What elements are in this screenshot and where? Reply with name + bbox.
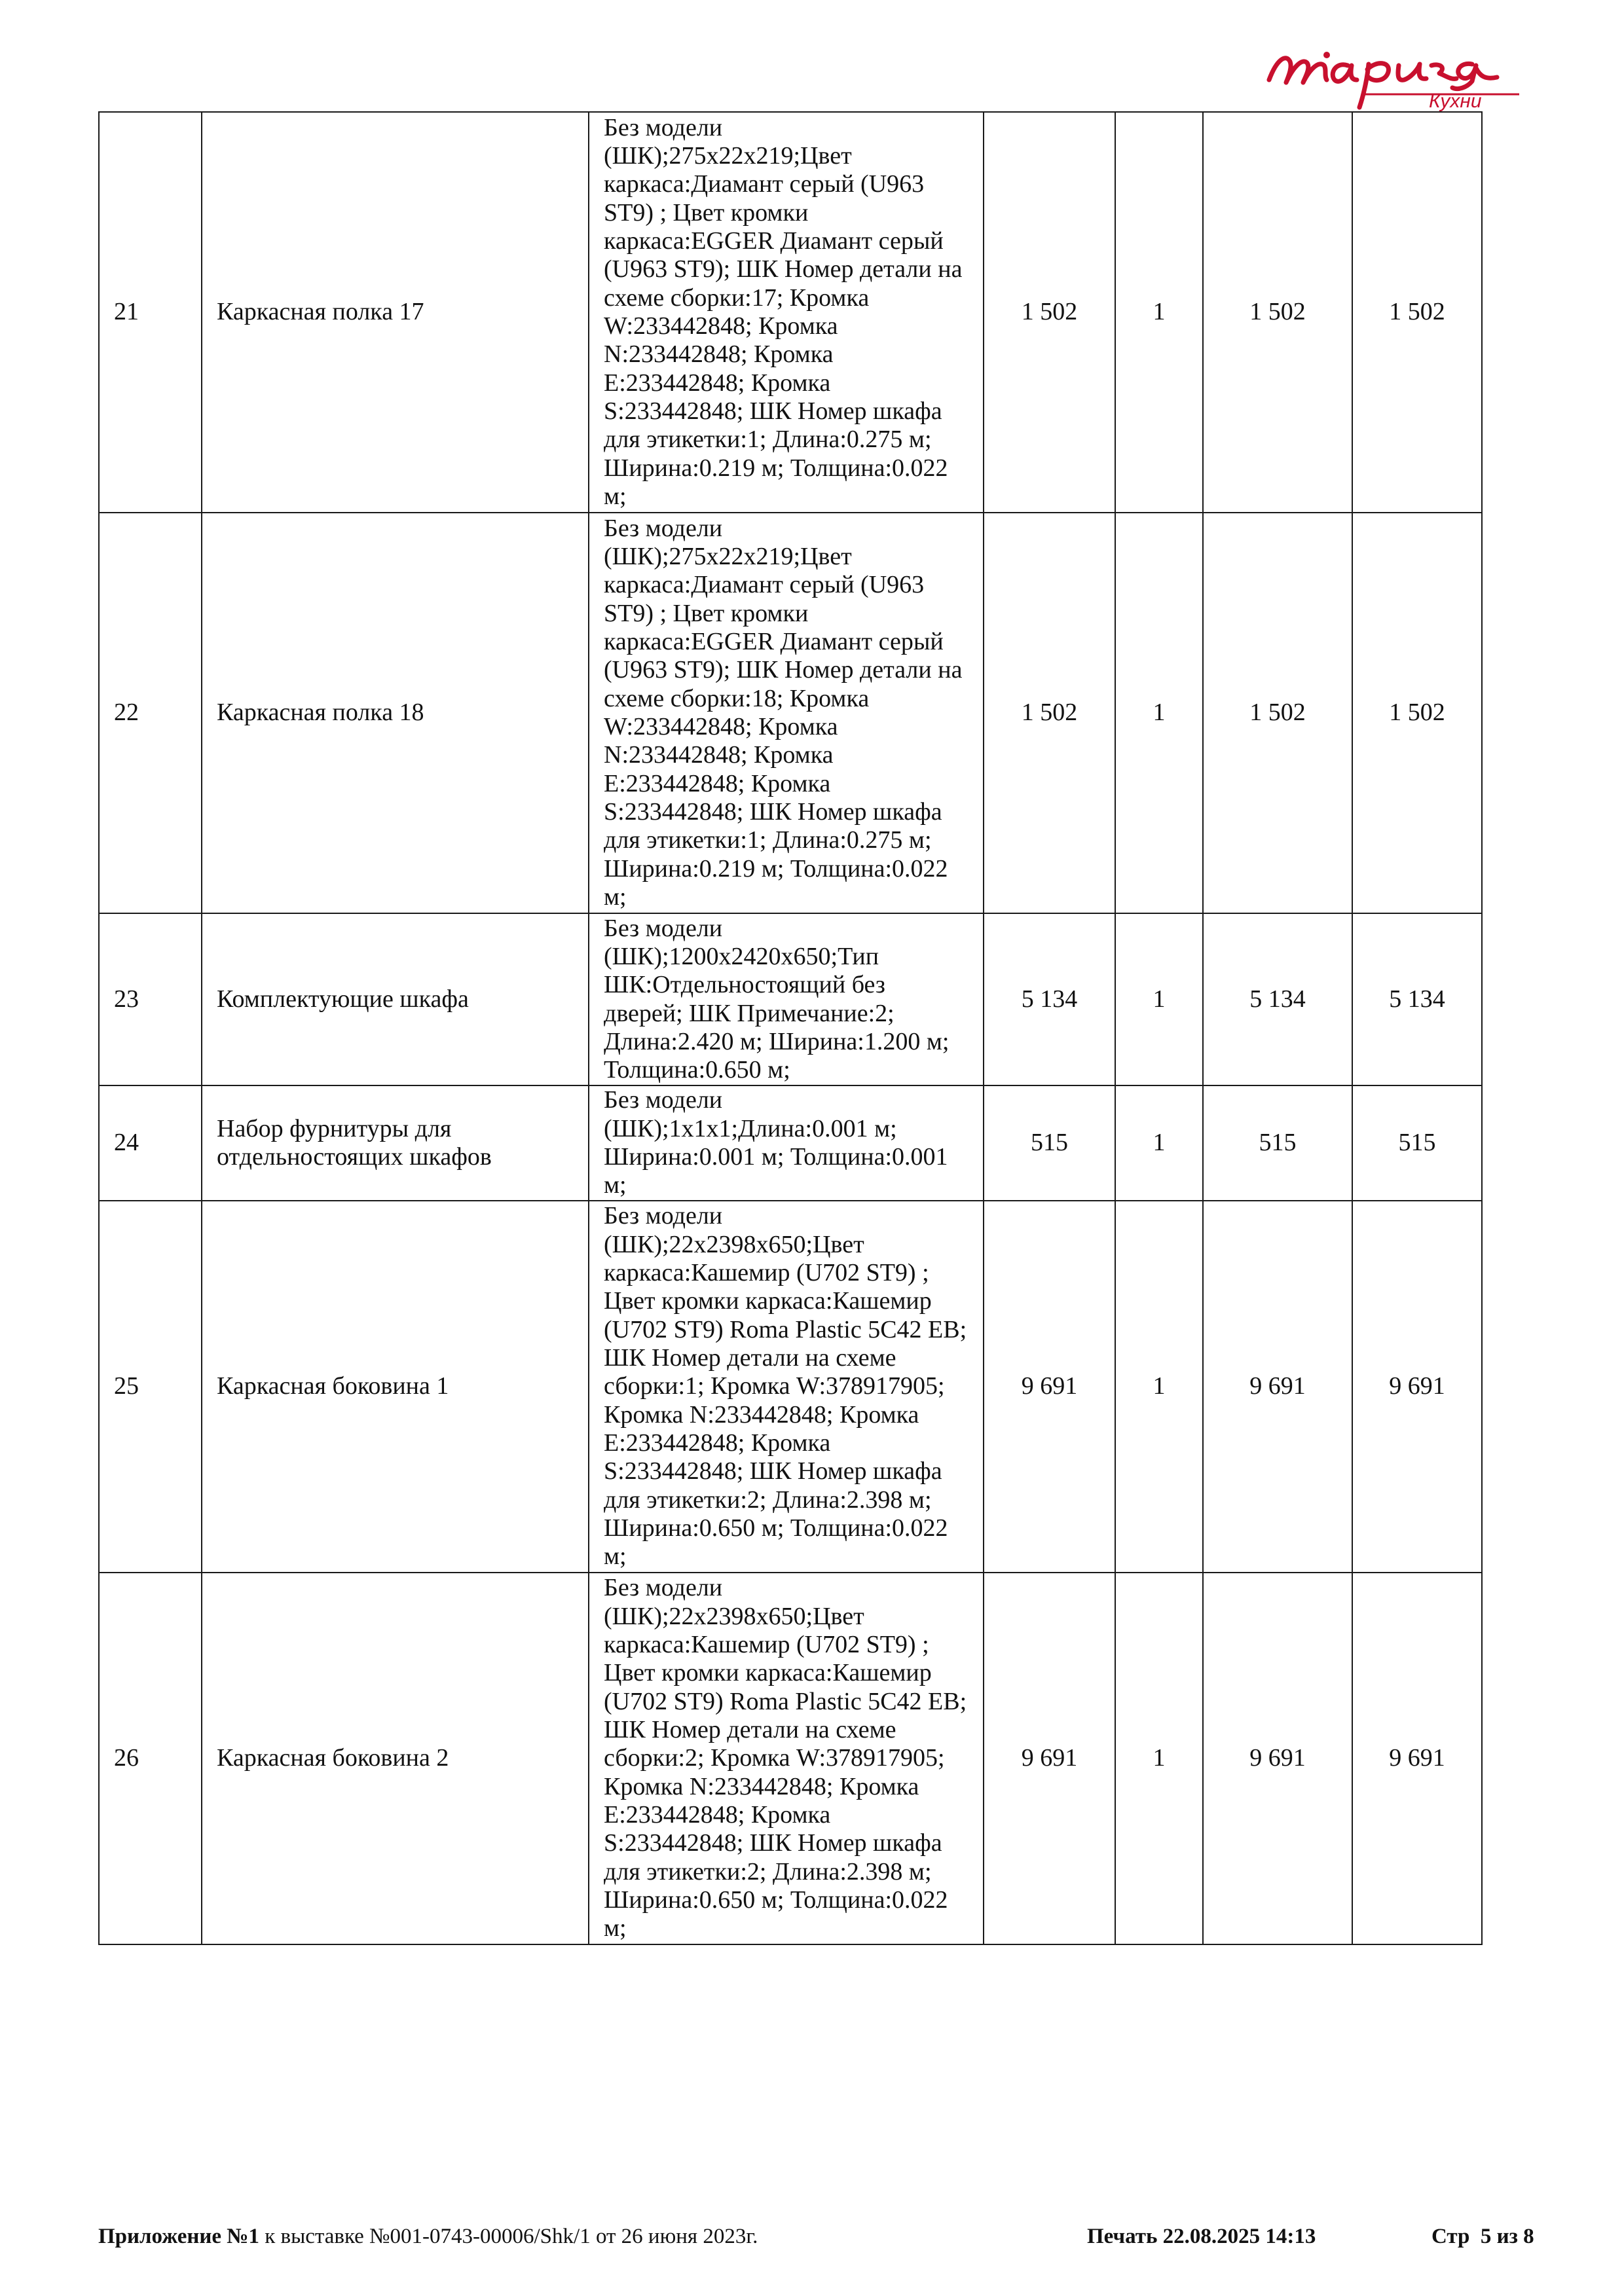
item-price: 9 691 (984, 1201, 1115, 1573)
row-number: 22 (99, 513, 202, 913)
item-description: Без модели (ШК);22x2398x650;Цвет каркаса:Кашемир (U702 ST9) ; Цвет кромки каркаса:Кашемир (U702 ST9) Roma Plastic 5C42 EB; ШК Номер детали на схеме сборки:2; Кромка W:378917905; Кромка N:233442848; Кромка E:233442848; Кромка S:233442848; ШК Номер шкафа для этикетки:2; Длина:2.398 м; Ширина:0.650 м; Толщина:0.022 м; (589, 1573, 984, 1944)
item-price: 1 502 (984, 513, 1115, 913)
item-quantity: 1 (1115, 1085, 1203, 1201)
item-total: 1 502 (1352, 112, 1482, 513)
table-row (99, 1085, 1482, 1201)
footer-page-value: 5 из 8 (1480, 2225, 1534, 2248)
item-sum: 1 502 (1203, 112, 1352, 513)
table-row (99, 913, 1482, 1085)
footer-page-number (1431, 2225, 1534, 2249)
items-table (98, 111, 1483, 1945)
table-row (99, 513, 1482, 913)
footer-appendix-label: Приложение №1 (98, 2225, 259, 2248)
row-number: 25 (99, 1201, 202, 1573)
row-number: 21 (99, 112, 202, 513)
footer-appendix-text: к выставке №001-0743-00006/Shk/1 от 26 июня 2023г. (259, 2225, 758, 2248)
table-row (99, 1573, 1482, 1944)
item-total: 5 134 (1352, 913, 1482, 1085)
item-price: 5 134 (984, 913, 1115, 1085)
item-price: 1 502 (984, 112, 1115, 513)
item-sum: 1 502 (1203, 513, 1352, 913)
table-row (99, 1201, 1482, 1573)
item-description: Без модели (ШК);22x2398x650;Цвет каркаса:Кашемир (U702 ST9) ; Цвет кромки каркаса:Кашемир (U702 ST9) Roma Plastic 5C42 EB; ШК Номер детали на схеме сборки:1; Кромка W:378917905; Кромка N:233442848; Кромка E:233442848; Кромка S:233442848; ШК Номер шкафа для этикетки:2; Длина:2.398 м; Ширина:0.650 м; Толщина:0.022 м; (589, 1201, 984, 1573)
item-quantity: 1 (1115, 513, 1203, 913)
row-number: 24 (99, 1085, 202, 1201)
item-total: 9 691 (1352, 1573, 1482, 1944)
item-sum: 9 691 (1203, 1201, 1352, 1573)
item-quantity: 1 (1115, 913, 1203, 1085)
item-quantity: 1 (1115, 112, 1203, 513)
item-price: 9 691 (984, 1573, 1115, 1944)
footer-print-text: Печать 22.08.2025 14:13 (1087, 2225, 1316, 2248)
item-name: Каркасная полка 18 (202, 513, 589, 913)
item-total: 1 502 (1352, 513, 1482, 913)
maria-logo-icon (1264, 39, 1526, 111)
logo-subtitle: Кухни (1429, 90, 1482, 111)
row-number: 23 (99, 913, 202, 1085)
item-total: 515 (1352, 1085, 1482, 1201)
footer-appendix (98, 2225, 758, 2249)
item-description: Без модели (ШК);275x22x219;Цвет каркаса:Диамант серый (U963 ST9) ; Цвет кромки каркаса:EGGER Диамант серый (U963 ST9); ШК Номер детали на схеме сборки:18; Кромка W:233442848; Кромка N:233442848; Кромка E:233442848; Кромка S:233442848; ШК Номер шкафа для этикетки:1; Длина:0.275 м; Ширина:0.219 м; Толщина:0.022 м; (589, 513, 984, 913)
item-name: Набор фурнитуры для отдельностоящих шкафов (202, 1085, 589, 1201)
item-description: Без модели (ШК);1x1x1;Длина:0.001 м; Ширина:0.001 м; Толщина:0.001 м; (589, 1085, 984, 1201)
item-name: Каркасная полка 17 (202, 112, 589, 513)
item-description: Без модели (ШК);275x22x219;Цвет каркаса:Диамант серый (U963 ST9) ; Цвет кромки каркаса:EGGER Диамант серый (U963 ST9); ШК Номер детали на схеме сборки:17; Кромка W:233442848; Кромка N:233442848; Кромка E:233442848; Кромка S:233442848; ШК Номер шкафа для этикетки:1; Длина:0.275 м; Ширина:0.219 м; Толщина:0.022 м; (589, 112, 984, 513)
item-price: 515 (984, 1085, 1115, 1201)
item-name: Комплектующие шкафа (202, 913, 589, 1085)
item-sum: 5 134 (1203, 913, 1352, 1085)
item-total: 9 691 (1352, 1201, 1482, 1573)
item-quantity: 1 (1115, 1573, 1203, 1944)
footer-page-label: Стр (1431, 2225, 1470, 2248)
table-row (99, 112, 1482, 513)
item-sum: 515 (1203, 1085, 1352, 1201)
row-number: 26 (99, 1573, 202, 1944)
brand-logo (1264, 39, 1526, 111)
item-description: Без модели (ШК);1200x2420x650;Тип ШК:Отдельностоящий без дверей; ШК Примечание:2; Длина:2.420 м; Ширина:1.200 м; Толщина:0.650 м; (589, 913, 984, 1085)
item-sum: 9 691 (1203, 1573, 1352, 1944)
item-name: Каркасная боковина 2 (202, 1573, 589, 1944)
item-quantity: 1 (1115, 1201, 1203, 1573)
footer-print-date (1087, 2225, 1316, 2249)
item-name: Каркасная боковина 1 (202, 1201, 589, 1573)
